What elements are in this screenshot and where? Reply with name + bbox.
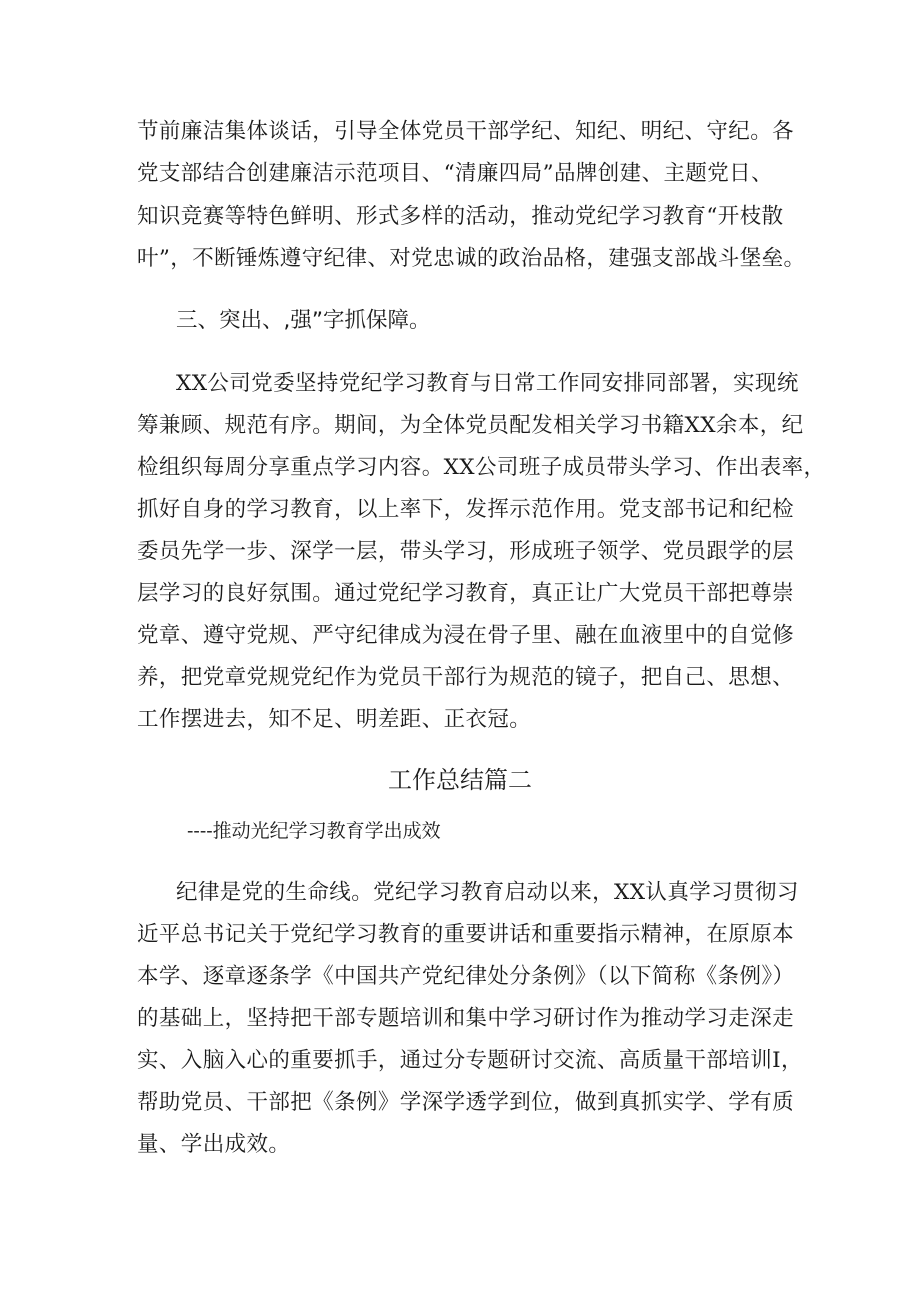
subtitle: ----推动光纪学习教育学出成效: [187, 820, 441, 842]
paragraph-2-line: 养，把党章党规党纪作为党员干部行为规范的镜子，把自己、思想、: [137, 665, 795, 690]
paragraph-1-line: 知识竞赛等特色鲜明、形式多样的活动，推动党纪学习教育“开枝散: [137, 204, 784, 229]
paragraph-1-line: 叶”，不断锤炼遵守纪律、对党忠诚的政治品格，建强支部战斗堡垒。: [137, 246, 806, 271]
paragraph-3-line: 近平总书记关于党纪学习教育的重要讲话和重要指示精神，在原原本: [137, 922, 795, 947]
paragraph-3-line: 实、入脑入心的重要抓手，通过分专题研讨交流、高质量干部培训I，: [137, 1048, 803, 1073]
paragraph-2-line: 层学习的良好氛围。通过党纪学习教育，真正让广大党员干部把尊崇: [137, 581, 795, 606]
paragraph-2-line: XX公司党委坚持党纪学习教育与日常工作同安排同部署，实现统: [176, 371, 799, 396]
paragraph-1-line: 节前廉洁集体谈话，引导全体党员干部学纪、知纪、明纪、守纪。各: [137, 119, 795, 144]
paragraph-3-line: 纪律是党的生命线。党纪学习教育启动以来，XX认真学习贯彻习: [176, 880, 799, 905]
paragraph-2-line: 抓好自身的学习教育，以上率下，发挥示范作用。党支部书记和纪检: [137, 497, 795, 522]
section-3-heading: 三、突出、,强”字抓保障。: [176, 308, 431, 333]
paragraph-2-line: 委员先学一步、深学一层，带头学习，形成班子领学、党员跟学的层: [137, 539, 795, 564]
paragraph-3-line: 本学、逐章逐条学《中国共产党纪律处分条例》（以下简称《条例》）: [137, 964, 795, 989]
section-title: 工作总结篇二: [388, 766, 532, 794]
paragraph-3-line: 帮助党员、干部把《条例》学深学透学到位，做到真抓实学、学有质: [137, 1090, 795, 1115]
paragraph-2-line: 党章、遵守党规、严守纪律成为浸在骨子里、融在血液里中的自觉修: [137, 623, 795, 648]
paragraph-2-line: 筹兼顾、规范有序。期间，为全体党员配发相关学习书籍XX余本，纪: [137, 413, 804, 438]
paragraph-2-line: 工作摆进去，知不足、明差距、正衣冠。: [137, 707, 532, 732]
paragraph-3-line: 的基础上，坚持把干部专题培训和集中学习研讨作为推动学习走深走: [137, 1006, 795, 1031]
paragraph-1-line: 党支部结合创建廉洁示范项目、“清廉四局”品牌创建、主题党日、: [137, 161, 773, 186]
paragraph-2-line: 检组织每周分享重点学习内容。XX公司班子成员带头学习、作出表率，: [137, 455, 826, 480]
paragraph-3-line: 量、学出成效。: [137, 1132, 291, 1157]
